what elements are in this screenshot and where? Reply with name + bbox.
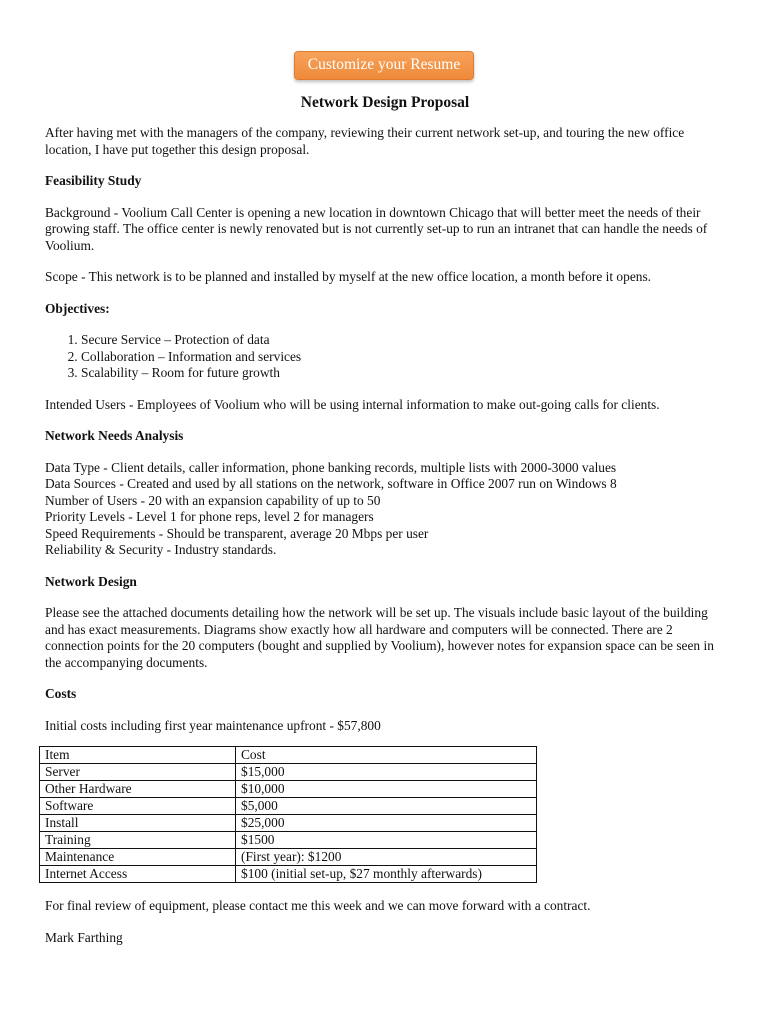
- network-design-paragraph: Please see the attached documents detailing how the network will be set up. The visuals include basic layout of the building and has exact measurements. Diagrams show exactly how all hardware and computers will be connected. There are 2 connection points for the 20 computers (bought and supplied by Voolium), however notes for expansion space can be seen in the accompanying documents.: [45, 605, 714, 670]
- needs-line: Speed Requirements - Should be transparent, average 20 Mbps per user: [45, 525, 429, 541]
- cta-container: [0, 51, 768, 80]
- table-cell: Software: [40, 798, 236, 815]
- intro-paragraph: After having met with the managers of the company, reviewing their current network set-up, and touring the new office location, I have put together this design proposal.: [45, 125, 685, 157]
- table-cell: Server: [40, 764, 236, 781]
- table-row: [40, 832, 537, 849]
- objectives-list: [45, 332, 725, 382]
- costs-intro-paragraph: Initial costs including first year maintenance upfront - $57,800: [45, 717, 381, 733]
- table-cell: $10,000: [236, 781, 537, 798]
- needs-line: Reliability & Security - Industry standards.: [45, 542, 277, 557]
- background-paragraph: Background - Voolium Call Center is opening a new location in downtown Chicago that will better meet the needs of their growing staff. The office center is newly renovated but is not currently set-up to run an intranet that can handle the needs of Voolium.: [45, 204, 708, 253]
- table-header-cell: Cost: [236, 747, 537, 764]
- costs-heading: Costs: [45, 686, 77, 701]
- needs-analysis-list: [45, 460, 725, 559]
- table-row: [40, 781, 537, 798]
- needs-analysis-heading: Network Needs Analysis: [45, 428, 184, 443]
- needs-line: Data Sources - Created and used by all stations on the network, software in Office 2007 run on Windows 8: [45, 476, 617, 491]
- table-row: [40, 764, 537, 781]
- table-cell: Install: [40, 815, 236, 832]
- table-row: [40, 849, 537, 866]
- document-title: Network Design Proposal: [300, 94, 470, 111]
- table-cell: Internet Access: [40, 866, 236, 883]
- table-header-row: [40, 747, 537, 764]
- table-row: [40, 798, 537, 815]
- table-row: [40, 866, 537, 883]
- scope-paragraph: Scope - This network is to be planned and installed by myself at the new office location, a month before it opens.: [45, 269, 652, 284]
- objective-item: 1. Secure Service – Protection of data: [81, 332, 725, 349]
- table-cell: Other Hardware: [40, 781, 236, 798]
- table-cell: Maintenance: [40, 849, 236, 866]
- table-row: [40, 815, 537, 832]
- closing-paragraph: For final review of equipment, please contact me this week and we can move forward with a contract.: [45, 898, 591, 913]
- table-cell: $5,000: [236, 798, 537, 815]
- intended-users-paragraph: Intended Users - Employees of Voolium who will be using internal information to make out-going calls for clients.: [45, 396, 660, 412]
- table-header-cell: Item: [40, 747, 236, 764]
- feasibility-heading: Feasibility Study: [45, 173, 142, 188]
- objective-item: 2. Collaboration – Information and services: [81, 349, 725, 366]
- table-cell: $1500: [236, 832, 537, 849]
- network-design-heading: Network Design: [45, 573, 137, 589]
- table-cell: $25,000: [236, 815, 537, 832]
- needs-line: Number of Users - 20 with an expansion capability of up to 50: [45, 492, 381, 508]
- needs-line: Data Type - Client details, caller information, phone banking records, multiple lists with 2000-3000 values: [45, 459, 617, 475]
- table-cell: $15,000: [236, 764, 537, 781]
- objectives-heading: Objectives:: [45, 300, 110, 316]
- table-cell: $100 (initial set-up, $27 monthly afterwards): [236, 866, 537, 883]
- document-body: [45, 93, 725, 961]
- cost-table: [39, 746, 537, 883]
- signature: Mark Farthing: [45, 929, 123, 945]
- needs-line: Priority Levels - Level 1 for phone reps, level 2 for managers: [45, 509, 374, 524]
- table-cell: (First year): $1200: [236, 849, 537, 866]
- objective-item: 3. Scalability – Room for future growth: [81, 365, 725, 382]
- table-cell: Training: [40, 832, 236, 849]
- customize-resume-button[interactable]: Customize your Resume: [294, 51, 474, 80]
